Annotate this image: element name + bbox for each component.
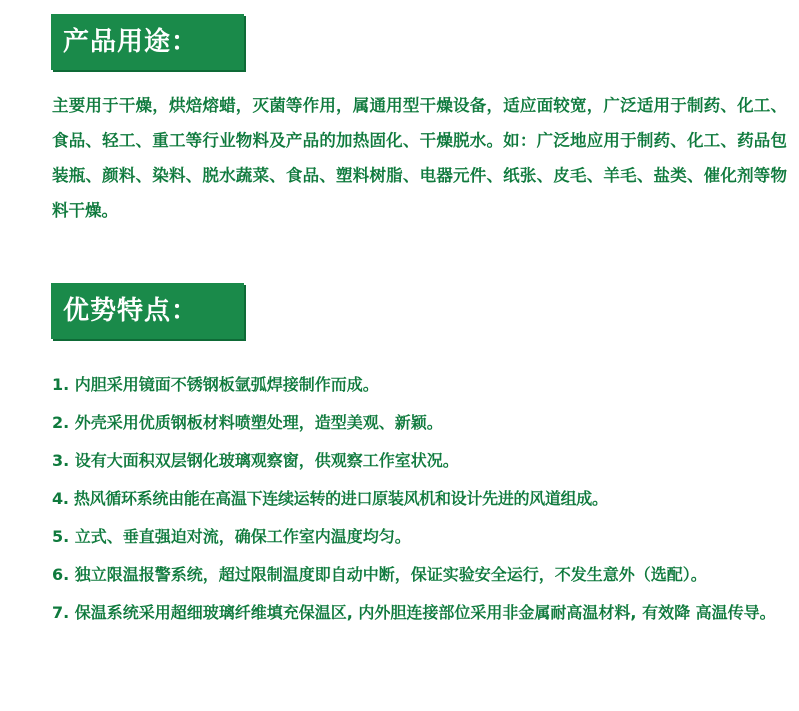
section-title-advantages: 优势特点： xyxy=(51,283,244,339)
advantage-item-2: 2. 外壳采用优质钢板材料喷塑处理，造型美观、新颖。 xyxy=(52,413,443,432)
usage-description: 主要用于干燥，烘焙熔蜡，灭菌等作用，属通用型干燥设备，适应面较宽，广泛适用于制药、化工、食品、轻工、重工等行业物料及产品的加热固化、干燥脱水。如：广泛地应用于制药、化工、药品包装瓶、颜料、染料、脱水蔬菜、食品、塑料树脂、电器元件、纸张、皮毛、羊毛、盐类、催化剂等物料干燥。 xyxy=(52,96,787,220)
section-title-usage: 产品用途： xyxy=(51,14,244,70)
advantage-item-3: 3. 设有大面积双层钢化玻璃观察窗，供观察工作室状况。 xyxy=(52,451,459,470)
advantage-item-5: 5. 立式、垂直强迫对流，确保工作室内温度均匀。 xyxy=(52,527,411,546)
advantage-item-7: 7. 保温系统采用超细玻璃纤维填充保温区, 内外胆连接部位采用非金属耐高温材料, 有效降 高温传导。 xyxy=(52,603,776,622)
advantage-item-6: 6. 独立限温报警系统，超过限制温度即自动中断，保证实验安全运行，不发生意外（选配）。 xyxy=(52,565,707,584)
advantage-item-1: 1. 内胆采用镜面不锈钢板氩弧焊接制作而成。 xyxy=(52,375,379,394)
advantages-list xyxy=(52,366,792,632)
advantage-item-4: 4. 热风循环系统由能在高温下连续运转的进口原装风机和设计先进的风道组成。 xyxy=(52,489,608,508)
